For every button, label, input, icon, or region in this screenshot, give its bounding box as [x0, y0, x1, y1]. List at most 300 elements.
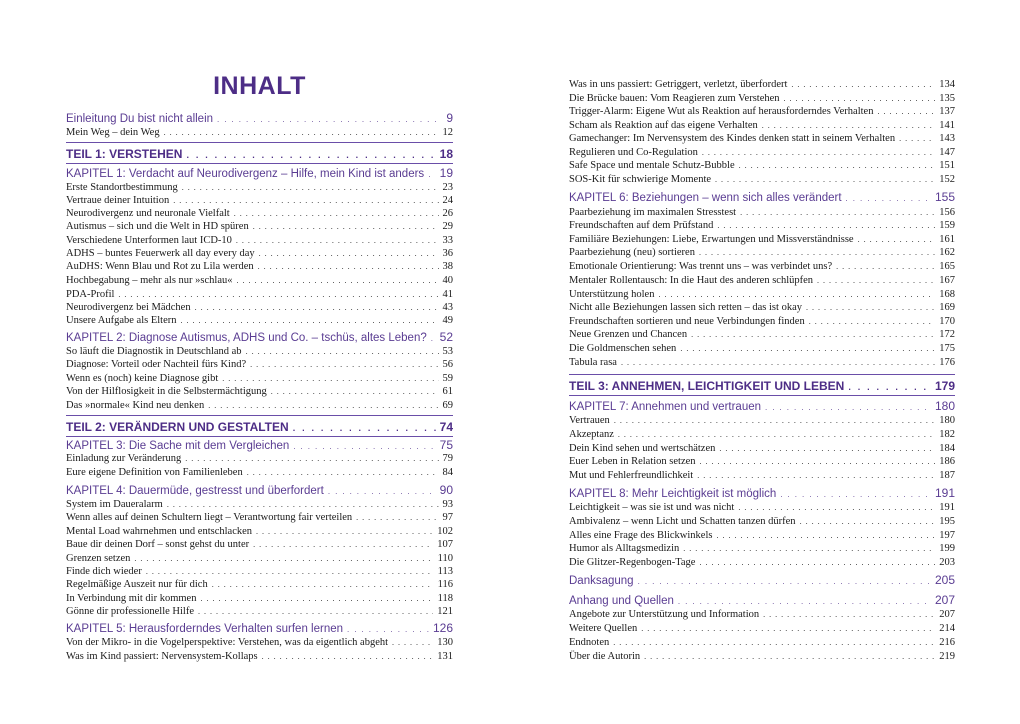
toc-page-number: 214 — [939, 623, 955, 634]
toc-page-number: 12 — [442, 127, 453, 138]
toc-entry-title: Danksagung — [569, 575, 634, 587]
toc-entry — [66, 636, 453, 649]
toc-entry-title: Was in uns passiert: Getriggert, verletzt, überfordert — [569, 79, 788, 90]
toc-entry-title: Vertraue deiner Intuition — [66, 195, 170, 206]
dot-leader — [253, 538, 433, 551]
toc-entry-title: Ambivalenz – wenn Licht und Schatten tanzen dürfen — [569, 516, 796, 527]
toc-entry-title: Scham als Reaktion auf das eigene Verhalten — [569, 120, 758, 131]
toc-entry — [66, 288, 453, 301]
toc-entry — [66, 605, 453, 618]
dot-leader — [253, 220, 439, 233]
toc-entry — [66, 650, 453, 663]
toc-chapter-heading — [66, 621, 453, 636]
toc-page-number: 137 — [939, 106, 955, 117]
toc-entry — [569, 469, 955, 482]
dot-leader — [217, 112, 442, 127]
toc-entry — [569, 233, 955, 246]
dot-leader — [740, 206, 935, 219]
dot-leader — [208, 399, 438, 412]
dot-leader — [182, 181, 439, 194]
toc-page-number: 143 — [939, 133, 955, 144]
dot-leader — [167, 498, 439, 511]
toc-entry — [66, 181, 453, 194]
toc-entry — [66, 345, 453, 358]
toc-page-number: 167 — [939, 275, 955, 286]
toc-entry-title: KAPITEL 1: Verdacht auf Neurodivergenz – Hilfe, mein Kind ist anders — [66, 168, 425, 180]
dot-leader — [200, 592, 433, 605]
dot-leader — [614, 414, 935, 427]
toc-entry-title: Paarbeziehung im maximalen Stresstest — [569, 207, 737, 218]
toc-entry-title: Von der Mikro- in die Vogelperspektive: Verstehen, was da eigentlich abgeht — [66, 637, 389, 648]
toc-entry-title: Was im Kind passiert: Nervensystem-Kollaps — [66, 651, 258, 662]
toc-entry — [569, 206, 955, 219]
toc-page-number: 43 — [442, 302, 453, 313]
toc-chapter-heading — [569, 573, 955, 588]
toc-chapter-heading — [569, 593, 955, 608]
toc-page-number: 84 — [442, 467, 453, 478]
toc-chapter-heading — [66, 483, 453, 498]
toc-page-number: 169 — [939, 302, 955, 313]
toc-page-number: 23 — [442, 182, 453, 193]
dot-leader — [186, 148, 435, 163]
toc-page-number: 69 — [442, 400, 453, 411]
toc-entry — [569, 246, 955, 259]
toc-entry-title: Emotionale Orientierung: Was trennt uns – was verbindet uns? — [569, 261, 833, 272]
dot-leader — [846, 191, 931, 206]
toc-entry-title: Unsere Aufgabe als Eltern — [66, 315, 177, 326]
toc-entry-title: Neue Grenzen und Chancen — [569, 329, 688, 340]
toc-entry — [569, 92, 955, 105]
toc-page-number: 170 — [939, 316, 955, 327]
toc-entry-title: Neurodivergenz bei Mädchen — [66, 302, 191, 313]
toc-entry-title: Mein Weg – dein Weg — [66, 127, 160, 138]
toc-entry-title: Akzeptanz — [569, 429, 614, 440]
dot-leader — [700, 455, 936, 468]
dot-leader — [697, 469, 935, 482]
toc-page-number: 52 — [439, 330, 453, 344]
toc-entry — [66, 466, 453, 479]
dot-leader — [256, 525, 433, 538]
toc-page-number: 207 — [934, 593, 955, 607]
toc-page-number: 41 — [442, 289, 453, 300]
section-divider — [569, 374, 955, 375]
dot-leader — [680, 342, 935, 355]
dot-leader — [246, 345, 439, 358]
toc-page-number: 61 — [442, 386, 453, 397]
toc-entry — [569, 428, 955, 441]
toc-entry-title: Unterstützung holen — [569, 289, 655, 300]
toc-entry — [569, 173, 955, 186]
toc-entry — [66, 314, 453, 327]
toc-entry — [66, 538, 453, 551]
toc-entry — [66, 385, 453, 398]
toc-entry-title: Die Goldmenschen sehen — [569, 343, 677, 354]
toc-entry-title: Familiäre Beziehungen: Liebe, Erwartungen und Missverständnisse — [569, 234, 854, 245]
toc-entry — [569, 442, 955, 455]
toc-entry — [66, 399, 453, 412]
toc-entry-title: KAPITEL 4: Dauermüde, gestresst und überfordert — [66, 485, 324, 497]
toc-entry — [569, 356, 955, 369]
toc-entry-title: Endnoten — [569, 637, 610, 648]
toc-page-number: 159 — [939, 220, 955, 231]
toc-entry — [569, 315, 955, 328]
toc-entry-title: KAPITEL 2: Diagnose Autismus, ADHS und Co. – tschüs, altes Leben? — [66, 332, 427, 344]
toc-entry — [66, 552, 453, 565]
toc-entry-title: KAPITEL 5: Herausforderndes Verhalten surfen lernen — [66, 623, 344, 635]
dot-leader — [173, 194, 438, 207]
toc-entry-title: System im Daueralarm — [66, 499, 163, 510]
toc-page-number: 172 — [939, 329, 955, 340]
toc-entry — [66, 260, 453, 273]
dot-leader — [644, 650, 935, 663]
dot-leader — [222, 372, 438, 385]
toc-page-number: 49 — [442, 315, 453, 326]
toc-entry-title: Tabula rasa — [569, 357, 617, 368]
toc-entry — [569, 650, 955, 663]
toc-page-number: 130 — [437, 637, 453, 648]
toc-entry — [66, 511, 453, 524]
dot-leader — [237, 274, 439, 287]
toc-page-number: 74 — [439, 420, 453, 434]
toc-page-number: 24 — [442, 195, 453, 206]
toc-page-number: 187 — [939, 470, 955, 481]
toc-page-number: 118 — [437, 593, 453, 604]
toc-entry — [569, 515, 955, 528]
toc-entry — [569, 455, 955, 468]
toc-entry-title: Neurodivergenz und neuronale Vielfalt — [66, 208, 230, 219]
toc-entry-title: Angebote zur Unterstützung und Information — [569, 609, 760, 620]
toc-entry-title: Nicht alle Beziehungen lassen sich retten – das ist okay — [569, 302, 802, 313]
toc-entry — [569, 219, 955, 232]
dot-leader — [262, 650, 434, 663]
dot-leader — [198, 605, 433, 618]
toc-entry-title: Von der Hilflosigkeit in die Selbstermächtigung — [66, 386, 267, 397]
dot-leader — [717, 219, 935, 232]
toc-entry — [66, 372, 453, 385]
toc-page-number: 26 — [442, 208, 453, 219]
toc-entry — [569, 78, 955, 91]
toc-entry — [66, 452, 453, 465]
toc-entry-title: Freundschaften auf dem Prüfstand — [569, 220, 714, 231]
toc-page-number: 156 — [939, 207, 955, 218]
toc-page-number: 165 — [939, 261, 955, 272]
toc-page-number: 18 — [439, 147, 453, 161]
toc-entry-title: TEIL 3: ANNEHMEN, LEICHTIGKEIT UND LEBEN — [569, 379, 845, 393]
toc-entry-title: Autismus – sich und die Welt in HD spüren — [66, 221, 249, 232]
dot-leader — [784, 92, 936, 105]
dot-leader — [699, 556, 935, 569]
toc-part-heading — [66, 147, 453, 162]
toc-page-number: 38 — [442, 261, 453, 272]
toc-entry-title: Vertrauen — [569, 415, 610, 426]
toc-entry-title: Mental Load wahrnehmen und entschlacken — [66, 526, 253, 537]
toc-entry-title: Mut und Fehlerfreundlichkeit — [569, 470, 694, 481]
dot-leader — [762, 119, 936, 132]
toc-page-number: 102 — [437, 526, 453, 537]
toc-entry-title: Eure eigene Definition von Familienleben — [66, 467, 243, 478]
toc-page-number: 90 — [439, 483, 453, 497]
toc-page-number: 191 — [939, 502, 955, 513]
toc-entry-title: Wenn es (noch) keine Diagnose gibt — [66, 373, 219, 384]
dot-leader — [164, 126, 439, 139]
toc-entry-title: Anhang und Quellen — [569, 595, 674, 607]
toc-page-number: 182 — [939, 429, 955, 440]
dot-leader — [780, 487, 931, 502]
dot-leader — [428, 167, 435, 182]
toc-entry — [569, 342, 955, 355]
toc-entry-title: Finde dich wieder — [66, 566, 142, 577]
toc-chapter-heading — [569, 399, 955, 414]
toc-entry — [66, 247, 453, 260]
toc-entry — [569, 529, 955, 542]
toc-page-number: 199 — [939, 543, 955, 554]
toc-page-number: 97 — [442, 512, 453, 523]
toc-entry-title: Humor als Alltagsmedizin — [569, 543, 680, 554]
toc-entry-title: Mentaler Rollentausch: In die Haut des anderen schlüpfen — [569, 275, 814, 286]
toc-page-number: 9 — [446, 111, 453, 125]
dot-leader — [691, 328, 935, 341]
dot-leader — [658, 288, 935, 301]
dot-leader — [848, 380, 931, 395]
dot-leader — [809, 315, 936, 328]
toc-page-number: 155 — [934, 190, 955, 204]
toc-page-number: 162 — [939, 247, 955, 258]
toc-page-number: 180 — [939, 415, 955, 426]
toc-page-number: 141 — [939, 120, 955, 131]
toc-entry — [569, 159, 955, 172]
dot-leader — [250, 358, 438, 371]
dot-leader — [699, 246, 935, 259]
dot-leader — [638, 574, 931, 589]
toc-entry-title: Gönne dir professionelle Hilfe — [66, 606, 195, 617]
toc-chapter-heading — [66, 438, 453, 453]
dot-leader — [356, 511, 438, 524]
section-divider — [569, 395, 955, 396]
toc-page-number: 195 — [939, 516, 955, 527]
toc-entry — [569, 132, 955, 145]
toc-page-number: 191 — [934, 486, 955, 500]
dot-leader — [258, 260, 439, 273]
toc-page-number: 135 — [939, 93, 955, 104]
toc-page-number: 168 — [939, 289, 955, 300]
toc-page-number: 113 — [437, 566, 453, 577]
toc-page-number: 131 — [437, 651, 453, 662]
toc-page-number: 29 — [442, 221, 453, 232]
dot-leader — [683, 542, 935, 555]
toc-page-number: 75 — [439, 438, 453, 452]
toc-page-number: 216 — [939, 637, 955, 648]
dot-leader — [702, 146, 935, 159]
toc-entry — [569, 105, 955, 118]
toc-entry-title: Diagnose: Vorteil oder Nachteil fürs Kind? — [66, 359, 247, 370]
toc-chapter-heading — [66, 166, 453, 181]
dot-leader — [392, 636, 433, 649]
toc-page-number: 186 — [939, 456, 955, 467]
toc-page-number: 40 — [442, 275, 453, 286]
toc-page-number: 161 — [939, 234, 955, 245]
dot-leader — [134, 552, 433, 565]
toc-page-number: 116 — [437, 579, 453, 590]
toc-entry-title: Die Glitzer-Regenbogen-Tage — [569, 557, 696, 568]
toc-entry — [569, 328, 955, 341]
toc-entry — [569, 608, 955, 621]
toc-entry-title: So läuft die Diagnostik in Deutschland ab — [66, 346, 242, 357]
toc-entry-title: Safe Space und mentale Schutz-Bubble — [569, 160, 735, 171]
toc-page-number: 180 — [934, 399, 955, 413]
toc-chapter-heading — [569, 486, 955, 501]
toc-part-heading — [66, 420, 453, 435]
toc-entry — [569, 556, 955, 569]
toc-entry — [66, 274, 453, 287]
toc-page-number: 184 — [939, 443, 955, 454]
toc-entry-title: PDA-Profil — [66, 289, 115, 300]
dot-leader — [791, 78, 935, 91]
toc-page-number: 59 — [442, 373, 453, 384]
dot-leader — [641, 622, 935, 635]
dot-leader — [621, 356, 935, 369]
dot-leader — [858, 233, 936, 246]
dot-leader — [678, 594, 931, 609]
dot-leader — [618, 428, 935, 441]
toc-page-number: 176 — [939, 357, 955, 368]
toc-entry-title: Paarbeziehung (neu) sortieren — [569, 247, 695, 258]
toc-entry-title: Einladung zur Veränderung — [66, 453, 182, 464]
dot-leader — [817, 274, 935, 287]
toc-page-number: 219 — [939, 651, 955, 662]
toc-entry-title: KAPITEL 6: Beziehungen – wenn sich alles verändert — [569, 192, 842, 204]
toc-entry — [66, 301, 453, 314]
toc-chapter-heading — [66, 330, 453, 345]
toc-entry — [66, 525, 453, 538]
toc-entry-title: Wenn alles auf deinen Schultern liegt – Verantwortung fair verteilen — [66, 512, 353, 523]
toc-page-number: 175 — [939, 343, 955, 354]
toc-page-number: 36 — [442, 248, 453, 259]
toc-page-number: 203 — [939, 557, 955, 568]
toc-entry — [66, 592, 453, 605]
toc-entry-title: Hochbegabung – mehr als nur »schlau« — [66, 275, 233, 286]
toc-title: INHALT — [213, 72, 306, 100]
section-divider — [66, 415, 453, 416]
toc-entry — [66, 220, 453, 233]
toc-entry-title: Regulieren und Co-Regulation — [569, 147, 698, 158]
toc-entry-title: KAPITEL 8: Mehr Leichtigkeit ist möglich — [569, 488, 777, 500]
toc-entry-title: Trigger-Alarm: Eigene Wut als Reaktion auf herausforderndes Verhalten — [569, 106, 874, 117]
toc-entry-title: KAPITEL 3: Die Sache mit dem Vergleichen — [66, 440, 290, 452]
dot-leader — [234, 207, 439, 220]
toc-page-number: 53 — [442, 346, 453, 357]
dot-leader — [899, 132, 935, 145]
toc-entry-title: In Verbindung mit dir kommen — [66, 593, 197, 604]
toc-page-number: 110 — [437, 553, 453, 564]
toc-entry — [66, 565, 453, 578]
toc-page-number: 121 — [437, 606, 453, 617]
dot-leader — [185, 452, 438, 465]
toc-entry-title: Grenzen setzen — [66, 553, 131, 564]
toc-page-number: 93 — [442, 499, 453, 510]
toc-entry-title: TEIL 1: VERSTEHEN — [66, 147, 183, 161]
toc-entry — [569, 260, 955, 273]
dot-leader — [195, 301, 439, 314]
toc-entry — [66, 194, 453, 207]
toc-entry — [569, 636, 955, 649]
toc-entry — [569, 274, 955, 287]
toc-entry-title: Gamechanger: Im Nervensystem des Kindes denken statt in seinem Verhalten — [569, 133, 896, 144]
dot-leader — [118, 288, 438, 301]
dot-leader — [212, 578, 434, 591]
dot-leader — [259, 247, 439, 260]
section-divider — [66, 436, 453, 437]
toc-entry — [66, 126, 453, 139]
toc-chapter-heading — [66, 111, 453, 126]
toc-entry-title: Über die Autorin — [569, 651, 641, 662]
toc-entry-title: Euer Leben in Relation setzen — [569, 456, 696, 467]
toc-entry-title: Regelmäßige Auszeit nur für dich — [66, 579, 208, 590]
dot-leader — [836, 260, 935, 273]
dot-leader — [719, 442, 935, 455]
toc-entry-title: Leichtigkeit – was sie ist und was nicht — [569, 502, 735, 513]
toc-entry-title: SOS-Kit für schwierige Momente — [569, 174, 712, 185]
dot-leader — [247, 466, 439, 479]
toc-entry-title: Das »normale« Kind neu denken — [66, 400, 205, 411]
toc-entry-title: Alles eine Frage des Blickwinkels — [569, 530, 713, 541]
toc-entry-title: TEIL 2: VERÄNDERN UND GESTALTEN — [66, 420, 289, 434]
toc-entry — [569, 414, 955, 427]
dot-leader — [715, 173, 935, 186]
toc-entry — [569, 119, 955, 132]
toc-entry-title: KAPITEL 7: Annehmen und vertrauen — [569, 401, 762, 413]
dot-leader — [328, 484, 436, 499]
toc-entry — [569, 146, 955, 159]
toc-page-number: 147 — [939, 147, 955, 158]
toc-page-number: 205 — [934, 573, 955, 587]
toc-page-number: 126 — [432, 621, 453, 635]
toc-entry-title: Die Brücke bauen: Vom Reagieren zum Verstehen — [569, 93, 780, 104]
toc-entry-title: Baue dir deinen Dorf – sonst gehst du unter — [66, 539, 250, 550]
toc-entry — [66, 234, 453, 247]
toc-entry-title: ADHS – buntes Feuerwerk all day every day — [66, 248, 255, 259]
dot-leader — [765, 400, 931, 415]
dot-leader — [763, 608, 935, 621]
dot-leader — [236, 234, 439, 247]
toc-entry — [66, 207, 453, 220]
toc-page-number: 19 — [439, 166, 453, 180]
toc-chapter-heading — [569, 190, 955, 205]
section-divider — [66, 163, 453, 164]
dot-leader — [806, 301, 935, 314]
toc-page-number: 107 — [437, 539, 453, 550]
dot-leader — [739, 159, 936, 172]
toc-entry-title: Verschiedene Unterformen laut ICD-10 — [66, 235, 232, 246]
toc-entry-title: AuDHS: Wenn Blau und Rot zu Lila werden — [66, 261, 254, 272]
toc-entry — [66, 498, 453, 511]
toc-entry — [569, 501, 955, 514]
toc-page-number: 79 — [442, 453, 453, 464]
dot-leader — [431, 331, 436, 346]
toc-entry — [569, 301, 955, 314]
toc-page-number: 207 — [939, 609, 955, 620]
dot-leader — [716, 529, 935, 542]
dot-leader — [800, 515, 936, 528]
toc-page-number: 33 — [442, 235, 453, 246]
toc-page-number: 197 — [939, 530, 955, 541]
toc-entry-title: Freundschaften sortieren und neue Verbindungen finden — [569, 316, 805, 327]
toc-part-heading — [569, 379, 955, 394]
toc-page-number: 134 — [939, 79, 955, 90]
dot-leader — [271, 385, 439, 398]
section-divider — [66, 142, 453, 143]
dot-leader — [877, 105, 935, 118]
toc-page-number: 56 — [442, 359, 453, 370]
